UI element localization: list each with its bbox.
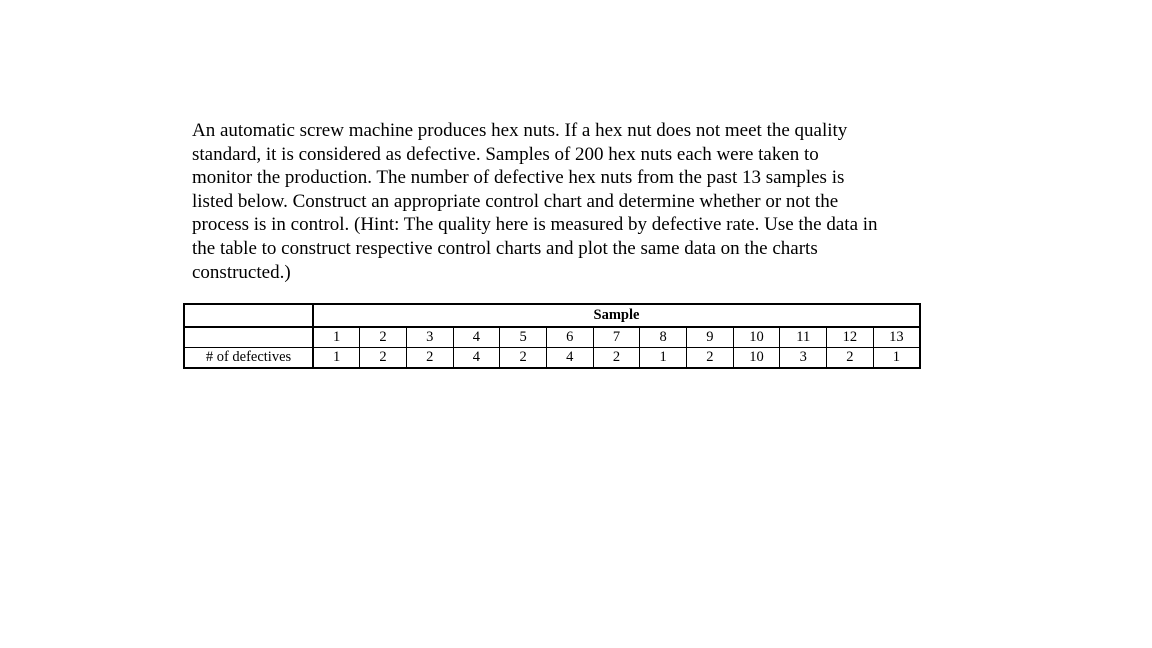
sample-number-cell: 10 (733, 327, 780, 348)
problem-line: constructed.) (192, 261, 291, 283)
sample-number-cell: 7 (593, 327, 640, 348)
sample-number-label-cell (184, 327, 313, 348)
table-heading-row (184, 304, 920, 327)
defectives-cell: 2 (827, 348, 874, 369)
problem-line: standard, it is considered as defective. Samples of 200 hex nuts each were taken to (192, 143, 819, 165)
problem-line: monitor the production. The number of defective hex nuts from the past 13 samples is (192, 167, 845, 189)
defectives-table (183, 303, 921, 369)
defectives-cell: 2 (406, 348, 453, 369)
defectives-label: # of defectives (184, 348, 313, 369)
sample-number-cell: 3 (406, 327, 453, 348)
defectives-cell: 2 (360, 348, 407, 369)
sample-number-cell: 2 (360, 327, 407, 348)
sample-number-cell: 13 (873, 327, 920, 348)
sample-number-cell: 1 (313, 327, 360, 348)
sample-number-cell: 12 (827, 327, 874, 348)
problem-line: An automatic screw machine produces hex nuts. If a hex nut does not meet the quality (192, 120, 848, 141)
sample-number-cell: 11 (780, 327, 827, 348)
sample-number-cell: 6 (546, 327, 593, 348)
defectives-cell: 2 (593, 348, 640, 369)
problem-line: process is in control. (Hint: The quality here is measured by defective rate. Use the data in (192, 214, 878, 236)
defectives-row (184, 348, 920, 369)
problem-line: listed below. Construct an appropriate control chart and determine whether or not the (192, 190, 839, 212)
sample-number-cell: 9 (687, 327, 734, 348)
defectives-cell: 1 (313, 348, 360, 369)
defectives-cell: 3 (780, 348, 827, 369)
sample-number-cell: 8 (640, 327, 687, 348)
sample-number-cell: 5 (500, 327, 547, 348)
sample-number-row (184, 327, 920, 348)
sample-heading: Sample (313, 304, 920, 327)
sample-number-cell: 4 (453, 327, 500, 348)
defectives-cell: 4 (453, 348, 500, 369)
defectives-cell: 1 (640, 348, 687, 369)
defectives-cell: 10 (733, 348, 780, 369)
problem-line: the table to construct respective control charts and plot the same data on the charts (192, 237, 818, 259)
table-corner-cell (184, 304, 313, 327)
defectives-cell: 2 (687, 348, 734, 369)
problem-statement (192, 119, 932, 284)
defectives-cell: 2 (500, 348, 547, 369)
defectives-cell: 4 (546, 348, 593, 369)
defectives-cell: 1 (873, 348, 920, 369)
